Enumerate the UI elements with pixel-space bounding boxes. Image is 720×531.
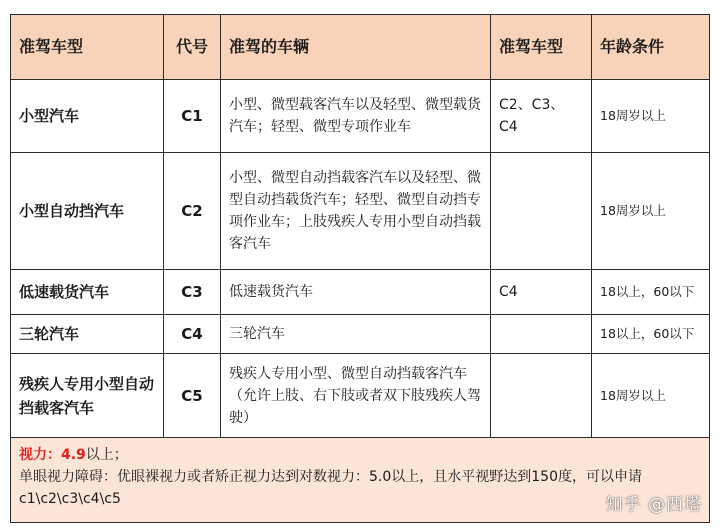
vision-line <box>19 444 701 466</box>
table-row <box>11 80 710 153</box>
header-code: 代号 <box>164 15 221 80</box>
license-type-cell: 小型汽车 <box>11 80 164 153</box>
license-type-cell: 三轮汽车 <box>11 315 164 354</box>
table-row <box>11 354 710 438</box>
table-row <box>11 153 710 270</box>
code-cell: C2 <box>164 153 221 270</box>
allowed-types-cell <box>491 315 592 354</box>
age-cell: 18以上，60以下 <box>592 270 710 315</box>
table-row <box>11 270 710 315</box>
age-cell: 18周岁以上 <box>592 80 710 153</box>
vehicles-cell: 低速载货汽车 <box>221 270 491 315</box>
age-cell: 18周岁以上 <box>592 153 710 270</box>
header-license-type: 准驾车型 <box>11 15 164 80</box>
header-allowed-types: 准驾车型 <box>491 15 592 80</box>
code-cell: C1 <box>164 80 221 153</box>
table-row <box>11 315 710 354</box>
license-type-cell: 小型自动挡汽车 <box>11 153 164 270</box>
allowed-types-cell: C4 <box>491 270 592 315</box>
monocular-requirement: 单眼视力障碍：优眼裸视力或者矫正视力达到对数视力：5.0以上，且水平视野达到150度，可以申请c1\c2\c3\c4\c5 <box>19 469 642 507</box>
age-cell: 18以上，60以下 <box>592 315 710 354</box>
vision-label: 视力：4.9 <box>19 447 86 463</box>
code-cell: C3 <box>164 270 221 315</box>
license-type-cell: 低速载货汽车 <box>11 270 164 315</box>
table-header-row <box>11 15 710 80</box>
allowed-types-cell <box>491 153 592 270</box>
allowed-types-cell <box>491 354 592 438</box>
vision-rest: 以上； <box>85 447 128 463</box>
allowed-types-cell: C2、C3、C4 <box>491 80 592 153</box>
vehicles-cell: 小型、微型自动挡载客汽车以及轻型、微型自动挡载货汽车；轻型、微型自动挡专项作业车；上肢残疾人专用小型自动挡载客汽车 <box>221 153 491 270</box>
vehicles-cell: 小型、微型载客汽车以及轻型、微型载货汽车；轻型、微型专项作业车 <box>221 80 491 153</box>
watermark: 知乎 @西塔 <box>605 495 702 515</box>
age-cell: 18周岁以上 <box>592 354 710 438</box>
vehicles-cell: 三轮汽车 <box>221 315 491 354</box>
license-table <box>10 14 710 523</box>
license-type-cell: 残疾人专用小型自动挡载客汽车 <box>11 354 164 438</box>
code-cell: C5 <box>164 354 221 438</box>
vehicles-cell: 残疾人专用小型、微型自动挡载客汽车（允许上肢、右下肢或者双下肢残疾人驾驶） <box>221 354 491 438</box>
code-cell: C4 <box>164 315 221 354</box>
header-age: 年龄条件 <box>592 15 710 80</box>
header-vehicles: 准驾的车辆 <box>221 15 491 80</box>
